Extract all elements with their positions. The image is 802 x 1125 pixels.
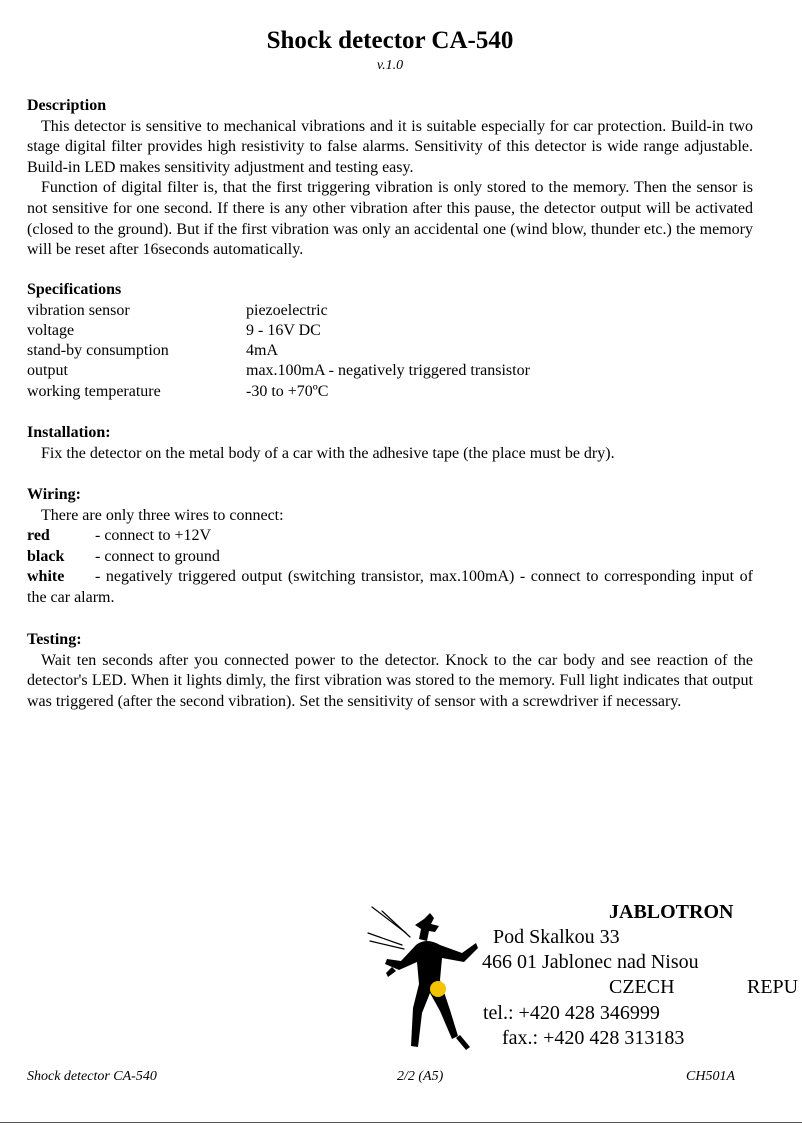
spec-value: 4mA: [246, 342, 278, 360]
wiring-section: [27, 485, 753, 609]
wiring-heading: Wiring:: [27, 486, 81, 503]
wire-description: - negatively triggered output (switching transistor, max.100mA) - connect to corresponding input of the car alarm.: [27, 568, 753, 606]
wire-red: [27, 526, 753, 547]
wiring-intro: There are only three wires to connect:: [41, 506, 284, 524]
installation-text: Fix the detector on the metal body of a car with the adhesive tape (the place must be dry).: [41, 444, 615, 462]
page-bottom-rule: [0, 1122, 802, 1123]
wire-white: [27, 567, 753, 608]
description-paragraph-2: Function of digital filter is, that the first triggering vibration is only stored to the memory. Then the sensor is not sensitive for one second. If there is any other vibration after this pause, the detector output will be activated (closed to the ground). But if the first vibration was only an accidental one (wind blow, thunder etc.) the memory will be reset after 16seconds automatically.: [27, 179, 753, 259]
installation-heading: Installation:: [27, 424, 111, 441]
spec-row: [27, 382, 753, 402]
jablotron-figure-logo-icon: [366, 905, 478, 1055]
spec-value: 9 - 16V DC: [246, 321, 321, 339]
company-tel: tel.: +420 428 346999: [483, 1002, 660, 1024]
wire-color-label: red: [27, 527, 50, 545]
spec-label: output: [27, 362, 68, 380]
company-country: CZECH: [609, 976, 675, 998]
document-title: Shock detector CA-540: [266, 27, 514, 54]
footer-document-code: CH501A: [686, 1069, 735, 1084]
spec-label: vibration sensor: [27, 301, 130, 319]
specifications-section: [27, 280, 753, 402]
spec-value: -30 to +70ºC: [246, 382, 329, 400]
testing-text: Wait ten seconds after you connected power to the detector. Knock to the car body and see reaction of the detector's LED. When it lights dimly, the first vibration was stored to the memory. Full light indicates that output was triggered (after the second vibration). Set the sensitivity of sensor with a screwdriver if necessary.: [27, 651, 753, 710]
spec-row: [27, 301, 753, 321]
testing-heading: Testing:: [27, 631, 82, 648]
spec-row: [27, 361, 753, 381]
spec-row: [27, 321, 753, 341]
footer-page-number: 2/2 (A5): [397, 1069, 444, 1084]
wire-description: - connect to +12V: [95, 527, 212, 545]
company-name: JABLOTRON: [609, 901, 734, 923]
wire-description: - connect to ground: [95, 547, 220, 565]
specifications-heading: Specifications: [27, 281, 122, 298]
description-heading: Description: [27, 97, 107, 114]
company-city: 466 01 Jablonec nad Nisou: [482, 951, 699, 973]
testing-section: [27, 630, 753, 712]
spec-value: max.100mA - negatively triggered transistor: [246, 362, 530, 380]
document-version: v.1.0: [376, 58, 404, 73]
description-paragraph-1: This detector is sensitive to mechanical vibrations and it is suitable especially for car protection. Build-in two stage digital filter provides high resistivity to false alarms. Sensitivity of this detector is wide range adjustable. Build-in LED makes sensitivity adjustment and testing easy.: [27, 117, 753, 176]
spec-row: [27, 341, 753, 361]
spec-label: voltage: [27, 321, 75, 339]
spec-label: stand-by consumption: [27, 342, 169, 360]
spec-value: piezoelectric: [246, 301, 328, 319]
installation-section: [27, 423, 753, 464]
footer-document-name: Shock detector CA-540: [27, 1069, 157, 1084]
company-country-cut: REPU: [747, 976, 799, 998]
company-fax: fax.: +420 428 313183: [502, 1027, 685, 1049]
wire-black: [27, 547, 753, 568]
spec-label: working temperature: [27, 382, 161, 400]
wire-color-label: white: [27, 568, 65, 586]
wire-color-label: black: [27, 547, 65, 565]
company-street: Pod Skalkou 33: [493, 926, 620, 948]
description-section: [27, 96, 753, 261]
